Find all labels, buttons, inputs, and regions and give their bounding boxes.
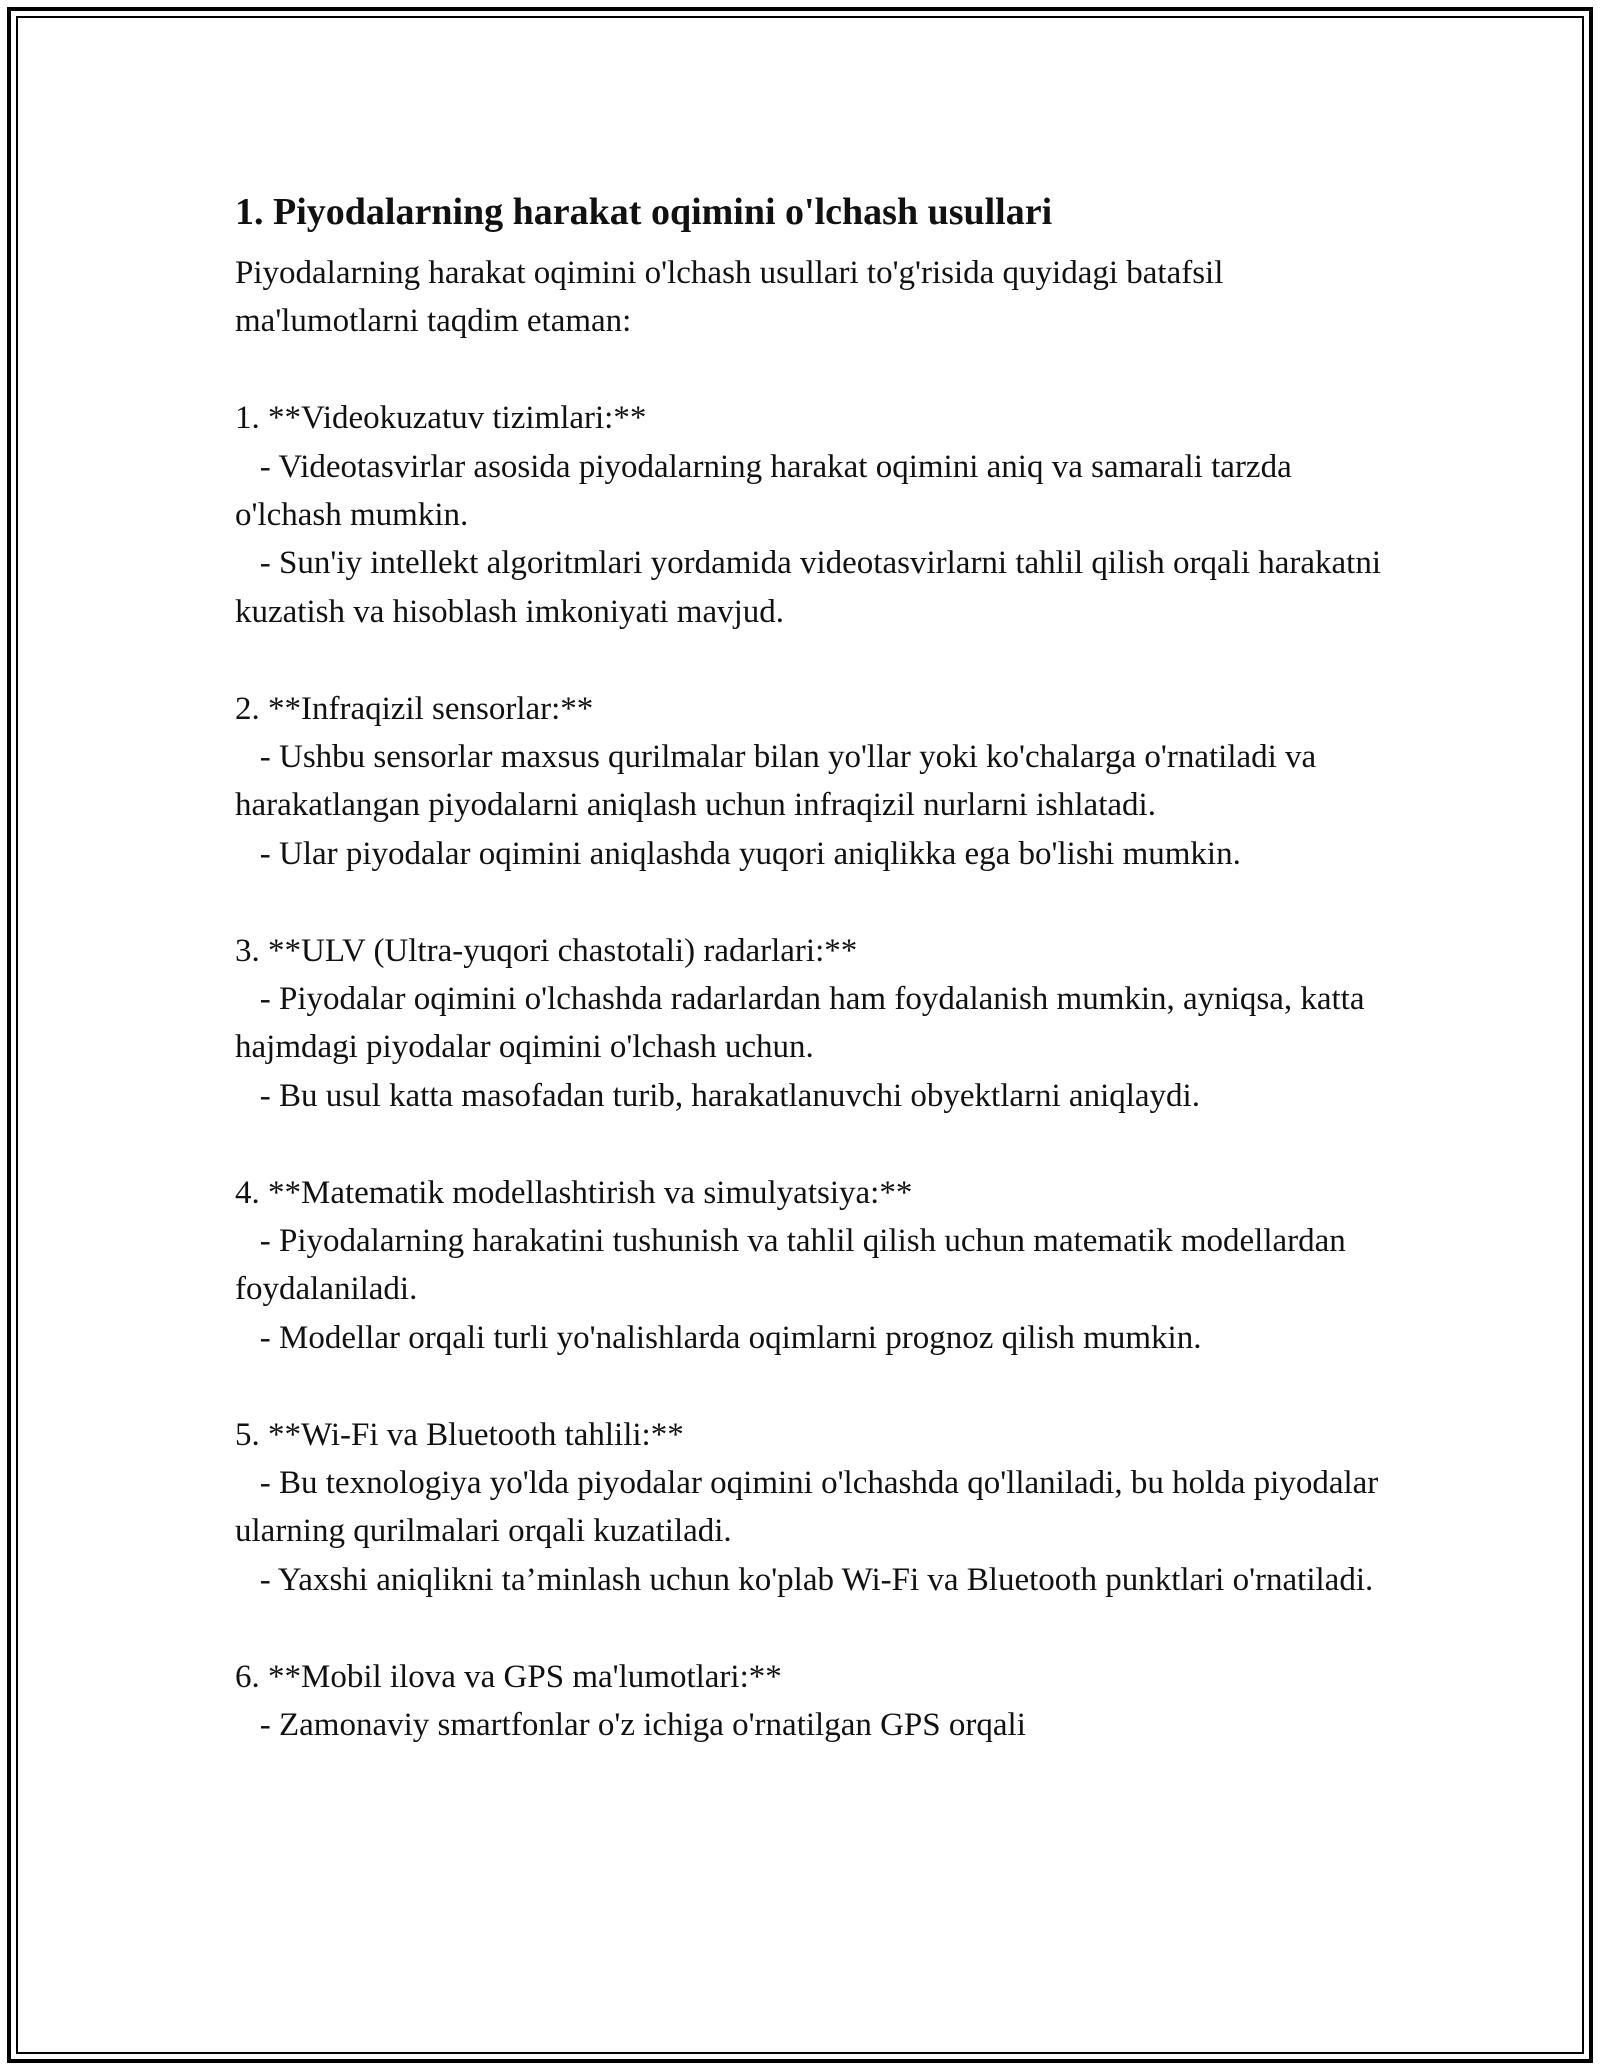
bullet-item: - Modellar orqali turli yo'nalishlarda oqimlarni prognoz qilish mumkin. xyxy=(235,1319,1202,1356)
bullet-item: - Bu usul katta masofadan turib, harakatlanuvchi obyektlarni aniqlaydi. xyxy=(235,1077,1200,1114)
section-heading: 3. **ULV (Ultra-yuqori chastotali) radarlari:** xyxy=(235,932,858,969)
section-heading: 6. **Mobil ilova va GPS ma'lumotlari:** xyxy=(235,1658,782,1695)
intro-paragraph: Piyodalarning harakat oqimini o'lchash usullari to'g'risida quyidagi batafsil ma'lumotlarni taqdim etaman: xyxy=(235,255,1232,340)
section-heading: 4. **Matematik modellashtirish va simulyatsiya:** xyxy=(235,1174,913,1211)
section-infraqizil xyxy=(235,685,1385,879)
section-ulv-radarlari xyxy=(235,927,1385,1121)
section-videokuzatuv xyxy=(235,394,1390,636)
section-heading: 5. **Wi-Fi va Bluetooth tahlili:** xyxy=(235,1416,684,1453)
section-matematik-modellashtirish xyxy=(235,1169,1385,1363)
bullet-item: - Yaxshi aniqlikni ta’minlash uchun ko'plab Wi-Fi va Bluetooth punktlari o'rnatiladi. xyxy=(235,1561,1374,1598)
bullet-item: - Sun'iy intellekt algoritmlari yordamida videotasvirlarni tahlil qilish orqali harakatni kuzatish va hisoblash imkoniyati mavjud. xyxy=(235,545,1390,630)
section-heading: 1. **Videokuzatuv tizimlari:** xyxy=(235,400,647,437)
bullet-item: - Ular piyodalar oqimini aniqlashda yuqori aniqlikka ega bo'lishi mumkin. xyxy=(235,835,1241,872)
bullet-item: - Bu texnologiya yo'lda piyodalar oqimini o'lchashda qo'llaniladi, bu holda piyodalar ularning qurilmalari orqali kuzatiladi. xyxy=(235,1465,1387,1550)
bullet-item: - Zamonaviy smartfonlar o'z ichiga o'rnatilgan GPS orqali xyxy=(235,1707,1026,1744)
bullet-item: - Videotasvirlar asosida piyodalarning harakat oqimini aniq va samarali tarzda o'lchash mumkin. xyxy=(235,448,1300,534)
section-heading: 2. **Infraqizil sensorlar:** xyxy=(235,690,594,727)
section-mobil-gps xyxy=(235,1653,1385,1750)
bullet-item: - Piyodalar oqimini o'lchashda radarlardan ham foydalanish mumkin, ayniqsa, katta hajmdagi piyodalar oqimini o'lchash uchun. xyxy=(235,981,1373,1066)
bullet-item: - Ushbu sensorlar maxsus qurilmalar bilan yo'llar yoki ko'chalarga o'rnatiladi va harakatlangan piyodalarni aniqlash uchun infraqizil nurlarni ishlatadi. xyxy=(235,739,1325,824)
document-body xyxy=(235,185,1390,1750)
section-wifi-bluetooth xyxy=(235,1411,1385,1605)
bullet-item: - Piyodalarning harakatini tushunish va tahlil qilish uchun matematik modellardan foydalaniladi. xyxy=(235,1223,1355,1308)
document-title: 1. Piyodalarning harakat oqimini o'lchash usullari xyxy=(235,191,1053,233)
